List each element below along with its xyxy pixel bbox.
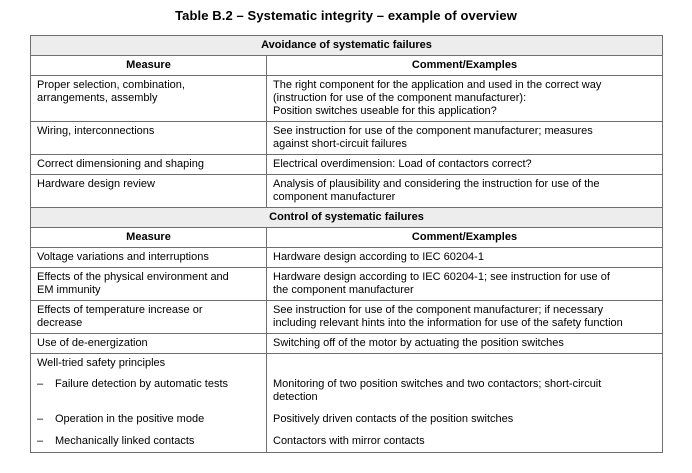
cell-text: EM immunity	[37, 284, 101, 296]
measure-cell	[31, 155, 267, 175]
column-header-comment: Comment/Examples	[267, 228, 663, 248]
cell-text: against short-circuit failures	[273, 138, 407, 150]
table-row	[31, 175, 663, 208]
comment-cell	[267, 334, 663, 354]
table-row	[31, 155, 663, 175]
cell-text: Wiring, interconnections	[37, 125, 155, 137]
cell-text: Electrical overdimension: Load of contactors correct?	[273, 158, 532, 170]
cell-text: Hardware design according to IEC 60204-1; see instruction for use of	[273, 271, 610, 283]
comment-cell	[267, 430, 663, 453]
cell-text: Contactors with mirror contacts	[273, 435, 425, 447]
systematic-integrity-table	[30, 35, 663, 453]
cell-text: Hardware design according to IEC 60204-1	[273, 251, 484, 263]
cell-text: Correct dimensioning and shaping	[37, 158, 204, 170]
table-row-well-tried-item	[31, 430, 663, 453]
measure-cell	[31, 430, 267, 453]
cell-text: Switching off of the motor by actuating the position switches	[273, 337, 564, 349]
cell-text: the component manufacturer	[273, 284, 414, 296]
measure-cell	[31, 122, 267, 155]
comment-cell	[267, 155, 663, 175]
table-row	[31, 301, 663, 334]
cell-text: Voltage variations and interruptions	[37, 251, 209, 263]
table-row	[31, 76, 663, 122]
dash-list-item	[37, 413, 260, 426]
column-header-comment: Comment/Examples	[267, 56, 663, 76]
cell-text: Monitoring of two position switches and two contactors; short-circuit	[273, 378, 602, 390]
comment-cell	[267, 408, 663, 430]
cell-text: component manufacturer	[273, 191, 396, 203]
dash-marker: –	[37, 378, 44, 390]
comment-cell	[267, 248, 663, 268]
comment-cell	[267, 122, 663, 155]
measure-cell	[31, 354, 267, 374]
cell-text: Effects of the physical environment and	[37, 271, 229, 283]
comment-cell	[267, 268, 663, 301]
cell-text: Failure detection by automatic tests	[55, 378, 229, 390]
cell-text: including relevant hints into the information for use of the safety function	[273, 317, 623, 329]
table-title: Table B.2 – Systematic integrity – example of overview	[175, 8, 517, 23]
table-row-well-tried-header	[31, 354, 663, 374]
section-header-control	[31, 208, 663, 228]
cell-text: Proper selection, combination,	[37, 79, 185, 91]
table-row-well-tried-item	[31, 373, 663, 408]
column-header-row	[31, 56, 663, 76]
cell-text: See instruction for use of the component manufacturer; if necessary	[273, 304, 604, 316]
comment-cell	[267, 373, 663, 408]
measure-cell	[31, 373, 267, 408]
dash-marker: –	[37, 413, 44, 425]
cell-text: Analysis of plausibility and considering the instruction for use of the	[273, 178, 600, 190]
measure-cell	[31, 248, 267, 268]
cell-text: detection	[273, 391, 318, 403]
cell-text: Operation in the positive mode	[55, 413, 205, 425]
cell-text: decrease	[37, 317, 83, 329]
measure-cell	[31, 76, 267, 122]
table-row-well-tried-item	[31, 408, 663, 430]
cell-text: Use of de-energization	[37, 337, 148, 349]
measure-cell	[31, 408, 267, 430]
comment-cell	[267, 354, 663, 374]
column-header-measure: Measure	[31, 56, 267, 76]
table-row	[31, 248, 663, 268]
cell-text: Effects of temperature increase or	[37, 304, 203, 316]
comment-cell	[267, 175, 663, 208]
cell-text: Positively driven contacts of the position switches	[273, 413, 514, 425]
dash-marker: –	[37, 435, 44, 447]
cell-text: (instruction for use of the component manufacturer):	[273, 92, 527, 104]
dash-list-item	[37, 378, 260, 391]
measure-cell	[31, 301, 267, 334]
cell-text: Mechanically linked contacts	[55, 435, 195, 447]
table-row	[31, 268, 663, 301]
table-row	[31, 122, 663, 155]
cell-text: Position switches useable for this application?	[273, 105, 497, 117]
column-header-row	[31, 228, 663, 248]
section-header-avoidance	[31, 36, 663, 56]
cell-text: Well-tried safety principles	[37, 357, 166, 369]
table-row	[31, 334, 663, 354]
cell-text: The right component for the application and used in the correct way	[273, 79, 602, 91]
cell-text: arrangements, assembly	[37, 92, 158, 104]
comment-cell	[267, 301, 663, 334]
dash-list-item	[37, 435, 260, 448]
measure-cell	[31, 268, 267, 301]
measure-cell	[31, 334, 267, 354]
section-heading: Avoidance of systematic failures	[31, 36, 663, 56]
comment-cell	[267, 76, 663, 122]
cell-text: See instruction for use of the component manufacturer; measures	[273, 125, 593, 137]
section-heading: Control of systematic failures	[31, 208, 663, 228]
column-header-measure: Measure	[31, 228, 267, 248]
cell-text: Hardware design review	[37, 178, 155, 190]
measure-cell	[31, 175, 267, 208]
